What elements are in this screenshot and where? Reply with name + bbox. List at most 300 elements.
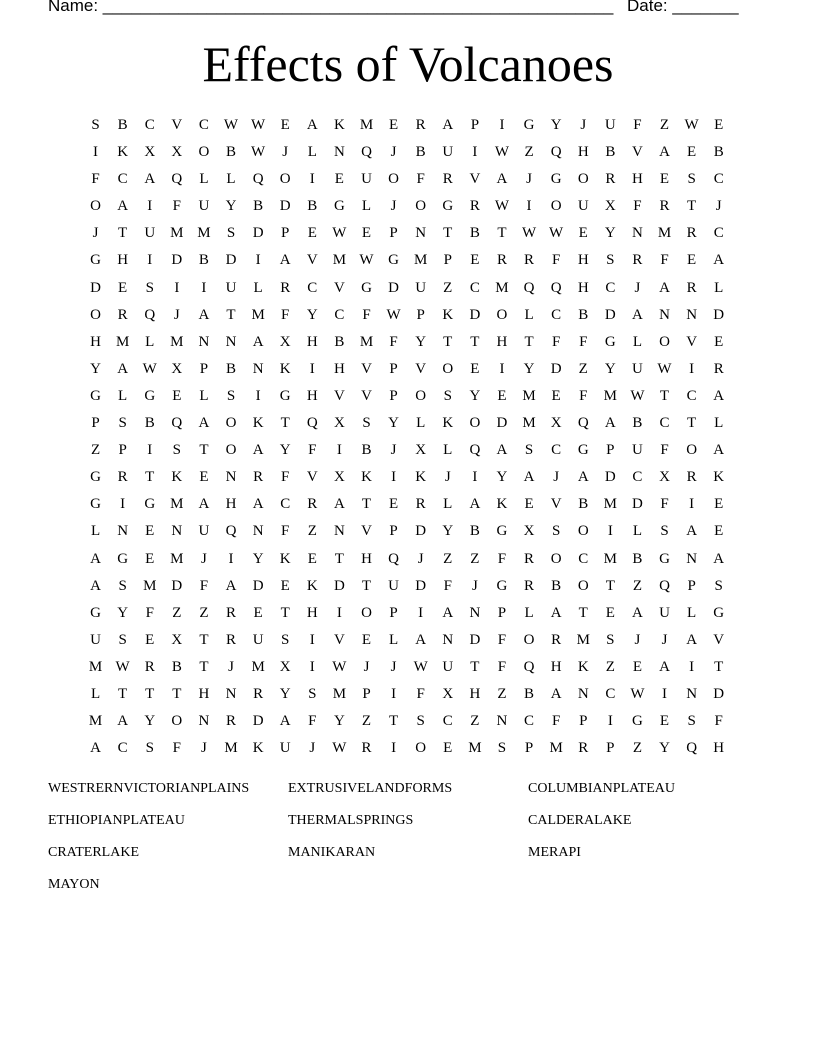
grid-letter: E (524, 496, 534, 513)
grid-letter: U (604, 117, 616, 133)
grid-letter: A (604, 415, 616, 432)
grid-letter: L (118, 387, 128, 404)
grid-letter: P (497, 604, 507, 621)
grid-letter: H (469, 685, 481, 702)
grid-letter: E (118, 279, 128, 296)
grid-letter: A (144, 171, 156, 188)
grid-letter: L (199, 171, 209, 188)
grid-letter: O (577, 523, 589, 540)
grid-letter: D (496, 415, 508, 432)
grid-letter: E (632, 658, 642, 675)
grid-letter: Y (659, 740, 670, 757)
grid-letter: N (252, 523, 264, 540)
grid-letter: L (632, 333, 642, 350)
grid-row (82, 546, 732, 573)
grid-letter: I (418, 604, 424, 621)
grid-letter: E (659, 171, 670, 188)
grid-letter: S (172, 442, 181, 459)
grid-letter: O (577, 577, 589, 594)
grid-letter: V (550, 496, 562, 513)
grid-letter: R (524, 577, 535, 594)
grid-letter: L (524, 306, 534, 323)
grid-letter: G (144, 387, 156, 404)
grid-letter: Q (659, 577, 670, 594)
grid-letter: W (494, 144, 510, 161)
grid-letter: S (118, 415, 127, 432)
grid-letter: T (470, 658, 480, 675)
grid-letter: R (415, 117, 426, 133)
grid-letter: Y (252, 550, 264, 567)
grid-letter: U (279, 740, 291, 757)
grid-letter: Q (171, 171, 183, 188)
grid-letter: B (253, 198, 264, 215)
grid-letter: T (605, 577, 615, 594)
grid-letter: Q (388, 550, 399, 567)
grid-letter: I (662, 685, 668, 702)
grid-letter: N (225, 333, 237, 350)
grid-letter: P (389, 387, 398, 404)
grid-letter: Z (443, 550, 453, 567)
grid-letter: Q (523, 279, 535, 296)
grid-letter: M (603, 387, 617, 404)
grid-letter: E (145, 550, 155, 567)
grid-letter: T (659, 387, 670, 404)
grid-letter: W (115, 658, 130, 675)
grid-letter: U (252, 631, 264, 648)
grid-letter: Q (469, 442, 481, 459)
grid-letter: B (334, 333, 345, 350)
grid-letter: Y (225, 198, 237, 215)
grid-letter: P (606, 442, 615, 459)
grid-letter: G (632, 713, 643, 730)
grid-letter: O (577, 171, 589, 188)
grid-letter: I (689, 658, 695, 675)
grid-letter: U (632, 360, 643, 377)
grid-letter: L (416, 415, 426, 432)
grid-letter: I (472, 469, 478, 486)
grid-letter: V (361, 387, 372, 404)
grid-letter: A (550, 685, 562, 702)
grid-letter: Q (577, 415, 589, 432)
grid-letter: P (687, 577, 696, 594)
grid-letter: X (415, 442, 427, 459)
grid-letter: X (171, 631, 183, 648)
grid-letter: M (88, 713, 103, 730)
word-list-item: COLUMBIANPLATEAU (528, 781, 675, 796)
grid-letter: R (551, 631, 562, 648)
grid-letter: I (255, 387, 261, 404)
grid-letter: K (279, 360, 291, 377)
grid-letter: A (659, 279, 670, 296)
grid-letter: J (173, 306, 180, 323)
grid-letter: X (171, 360, 183, 377)
grid-letter: L (632, 523, 642, 540)
grid-letter: Y (604, 360, 616, 377)
grid-row (82, 491, 732, 518)
grid-letter: M (549, 740, 563, 757)
grid-letter: T (118, 225, 128, 242)
grid-letter: U (144, 225, 156, 242)
grid-letter: F (91, 171, 100, 188)
grid-letter: O (90, 198, 101, 215)
grid-letter: F (281, 306, 290, 323)
grid-letter: F (172, 740, 181, 757)
grid-row (82, 112, 732, 139)
grid-letter: D (550, 360, 562, 377)
grid-letter: C (198, 117, 209, 133)
grid-letter: I (201, 279, 207, 296)
grid-letter: E (470, 360, 480, 377)
grid-letter: D (388, 279, 399, 296)
grid-letter: X (659, 469, 670, 486)
grid-letter: C (280, 496, 291, 513)
grid-letter: Y (604, 225, 616, 242)
grid-letter: I (309, 360, 315, 377)
grid-letter: R (226, 713, 237, 730)
grid-letter: R (253, 469, 264, 486)
grid-letter: S (145, 279, 154, 296)
grid-letter: B (226, 144, 237, 161)
grid-letter: W (630, 685, 645, 702)
grid-letter: C (144, 117, 155, 133)
grid-letter: U (90, 631, 101, 648)
grid-letter: B (469, 523, 480, 540)
grid-letter: V (171, 117, 183, 133)
grid-letter: M (332, 685, 347, 702)
grid-letter: L (388, 631, 399, 648)
grid-letter: M (224, 740, 238, 757)
grid-letter: D (604, 469, 616, 486)
grid-letter: A (713, 550, 725, 567)
grid-letter: C (605, 279, 616, 296)
grid-letter: E (280, 577, 290, 594)
grid-letter: P (91, 415, 100, 432)
grid-letter: A (415, 631, 427, 648)
grid-letter: G (496, 577, 508, 594)
grid-letter: G (279, 387, 291, 404)
grid-letter: H (577, 144, 589, 161)
grid-letter: A (198, 496, 210, 513)
grid-letter: W (223, 117, 239, 133)
grid-letter: J (92, 225, 99, 242)
grid-letter: M (197, 225, 211, 242)
grid-letter: E (687, 252, 697, 269)
grid-letter: N (198, 333, 210, 350)
grid-letter: M (170, 550, 184, 567)
grid-letter: N (686, 550, 698, 567)
grid-letter: J (228, 658, 234, 675)
grid-letter: S (551, 523, 561, 540)
grid-letter: G (90, 387, 101, 404)
grid-letter: D (604, 306, 616, 323)
grid-letter: S (606, 631, 615, 648)
grid-letter: Y (469, 387, 481, 404)
grid-letter: Z (470, 713, 480, 730)
grid-letter: M (468, 740, 482, 757)
grid-letter: Q (550, 279, 562, 296)
grid-letter: J (526, 171, 532, 188)
grid-letter: C (713, 225, 724, 242)
grid-letter: O (496, 306, 508, 323)
grid-letter: Q (306, 415, 318, 432)
grid-letter: B (524, 685, 535, 702)
grid-letter: X (171, 144, 183, 161)
grid-letter: A (117, 360, 129, 377)
grid-letter: J (634, 279, 641, 296)
grid-letter: X (333, 469, 345, 486)
grid-letter: I (689, 496, 695, 513)
grid-letter: A (333, 496, 345, 513)
grid-letter: S (497, 740, 507, 757)
grid-letter: W (251, 144, 266, 161)
grid-letter: E (551, 387, 561, 404)
grid-letter: Y (550, 117, 562, 133)
grid-letter: E (334, 171, 344, 188)
grid-letter: S (91, 117, 100, 133)
grid-letter: E (307, 550, 317, 567)
grid-letter: A (632, 604, 643, 621)
grid-letter: V (415, 360, 427, 377)
grid-letter: P (389, 604, 398, 621)
grid-row (82, 410, 732, 437)
grid-letter: W (359, 252, 374, 269)
grid-letter: F (416, 685, 425, 702)
grid-letter: Z (659, 117, 670, 133)
grid-letter: K (252, 740, 264, 757)
grid-letter: E (497, 387, 507, 404)
grid-letter: M (359, 117, 374, 133)
grid-letter: K (713, 469, 725, 486)
grid-letter: G (577, 442, 589, 459)
grid-letter: F (443, 577, 452, 594)
grid-row (82, 464, 732, 491)
grid-letter: N (333, 144, 345, 161)
grid-letter: A (252, 496, 264, 513)
grid-letter: D (415, 577, 427, 594)
grid-letter: N (171, 523, 183, 540)
grid-letter: E (714, 117, 724, 133)
grid-letter: T (145, 469, 155, 486)
grid-letter: N (252, 360, 264, 377)
grid-letter: R (713, 360, 724, 377)
grid-letter: R (686, 469, 697, 486)
word-list-item: ETHIOPIANPLATEAU (48, 813, 185, 828)
grid-letter: P (362, 685, 371, 702)
grid-row (82, 708, 732, 735)
grid-letter: J (390, 442, 397, 459)
grid-letter: R (253, 685, 264, 702)
grid-letter: G (361, 279, 372, 296)
grid-letter: Q (252, 171, 264, 188)
grid-row (82, 220, 732, 247)
grid-letter: P (606, 740, 615, 757)
grid-letter: W (630, 387, 645, 404)
grid-letter: S (281, 631, 290, 648)
grid-letter: V (333, 279, 345, 296)
grid-letter: P (443, 252, 452, 269)
grid-letter: S (226, 387, 236, 404)
grid-letter: S (416, 713, 425, 730)
grid-letter: G (442, 198, 454, 215)
grid-letter: E (605, 604, 615, 621)
grid-letter: C (713, 171, 724, 188)
grid-letter: W (332, 658, 347, 675)
grid-letter: B (551, 577, 562, 594)
grid-letter: I (336, 604, 342, 621)
grid-letter: U (388, 577, 399, 594)
grid-letter: J (201, 550, 207, 567)
grid-letter: I (391, 685, 397, 702)
grid-letter: L (199, 387, 209, 404)
grid-letter: F (497, 631, 507, 648)
grid-letter: U (577, 198, 589, 215)
grid-letter: E (253, 604, 263, 621)
grid-letter: W (332, 740, 347, 757)
grid-letter: E (470, 252, 480, 269)
grid-letter: M (603, 496, 617, 513)
grid-letter: N (415, 225, 427, 242)
grid-letter: L (307, 144, 317, 161)
grid-letter: Z (497, 685, 507, 702)
grid-letter: E (172, 387, 182, 404)
grid-letter: E (714, 496, 724, 513)
grid-letter: O (469, 415, 481, 432)
grid-letter: K (361, 469, 372, 486)
grid-letter: R (144, 658, 155, 675)
grid-letter: J (309, 740, 316, 757)
grid-letter: W (521, 225, 537, 242)
grid-letter: N (686, 685, 698, 702)
grid-letter: I (228, 550, 234, 567)
grid-letter: F (551, 713, 561, 730)
grid-letter: F (145, 604, 154, 621)
grid-letter: C (551, 442, 562, 459)
grid-letter: M (143, 577, 157, 594)
grid-letter: T (199, 442, 209, 459)
grid-letter: Z (199, 604, 209, 621)
grid-letter: I (607, 713, 613, 730)
grid-row (82, 600, 732, 627)
grid-letter: J (390, 198, 397, 215)
grid-letter: A (442, 117, 454, 133)
grid-letter: N (659, 306, 670, 323)
grid-letter: D (713, 306, 725, 323)
grid-letter: Q (171, 415, 183, 432)
grid-letter: A (198, 306, 210, 323)
grid-letter: N (333, 523, 345, 540)
grid-letter: J (553, 469, 560, 486)
grid-letter: I (147, 442, 153, 459)
grid-letter: X (333, 415, 345, 432)
grid-letter: C (117, 171, 128, 188)
grid-letter: D (252, 713, 264, 730)
grid-letter: P (416, 306, 425, 323)
grid-letter: R (686, 279, 697, 296)
grid-letter: D (252, 225, 264, 242)
grid-letter: N (117, 523, 129, 540)
grid-row (82, 166, 732, 193)
grid-letter: K (333, 117, 345, 133)
grid-letter: Y (117, 604, 129, 621)
grid-letter: A (469, 496, 481, 513)
grid-letter: G (144, 496, 156, 513)
grid-letter: M (170, 225, 184, 242)
grid-letter: V (469, 171, 481, 188)
grid-letter: V (306, 252, 318, 269)
grid-letter: Y (90, 360, 101, 377)
grid-letter: Z (605, 658, 615, 675)
grid-row (82, 193, 732, 220)
grid-letter: Y (523, 360, 535, 377)
grid-letter: M (251, 306, 265, 323)
grid-letter: S (660, 523, 669, 540)
grid-letter: S (362, 415, 371, 432)
grid-letter: N (632, 225, 643, 242)
grid-letter: T (687, 415, 697, 432)
grid-letter: G (496, 523, 508, 540)
word-search-grid (82, 112, 732, 762)
grid-letter: S (687, 171, 696, 188)
grid-letter: S (714, 577, 723, 594)
grid-row (82, 139, 732, 166)
grid-letter: B (307, 198, 318, 215)
grid-letter: Z (172, 604, 182, 621)
grid-letter: E (659, 713, 670, 730)
grid-letter: V (333, 387, 345, 404)
word-list (48, 780, 768, 894)
grid-letter: B (226, 360, 237, 377)
grid-letter: F (199, 577, 209, 594)
grid-letter: H (306, 604, 318, 621)
grid-letter: T (388, 713, 399, 730)
grid-letter: P (389, 360, 398, 377)
grid-letter: B (198, 252, 209, 269)
grid-letter: K (171, 469, 183, 486)
grid-letter: I (472, 144, 478, 161)
grid-letter: Z (524, 144, 534, 161)
grid-letter: E (361, 631, 372, 648)
grid-letter: O (225, 442, 237, 459)
grid-letter: M (603, 550, 617, 567)
grid-letter: T (687, 198, 697, 215)
grid-letter: M (170, 333, 184, 350)
grid-letter: J (417, 550, 424, 567)
grid-letter: J (390, 144, 397, 161)
grid-letter: F (308, 713, 317, 730)
grid-letter: P (118, 442, 127, 459)
grid-letter: R (632, 252, 643, 269)
grid-letter: L (524, 604, 534, 621)
grid-letter: G (523, 117, 535, 133)
grid-letter: K (117, 144, 129, 161)
grid-letter: A (252, 333, 264, 350)
grid-letter: I (689, 360, 695, 377)
grid-letter: O (523, 631, 535, 648)
grid-row (82, 735, 732, 762)
grid-letter: A (713, 387, 725, 404)
grid-letter: F (551, 252, 561, 269)
grid-letter: V (361, 360, 372, 377)
grid-letter: O (225, 415, 237, 432)
grid-letter: M (522, 415, 536, 432)
grid-letter: F (660, 442, 669, 459)
grid-letter: O (90, 306, 101, 323)
grid-letter: A (90, 577, 101, 594)
grid-letter: D (225, 252, 237, 269)
grid-letter: B (361, 442, 372, 459)
grid-letter: W (142, 360, 157, 377)
grid-letter: S (524, 442, 534, 459)
